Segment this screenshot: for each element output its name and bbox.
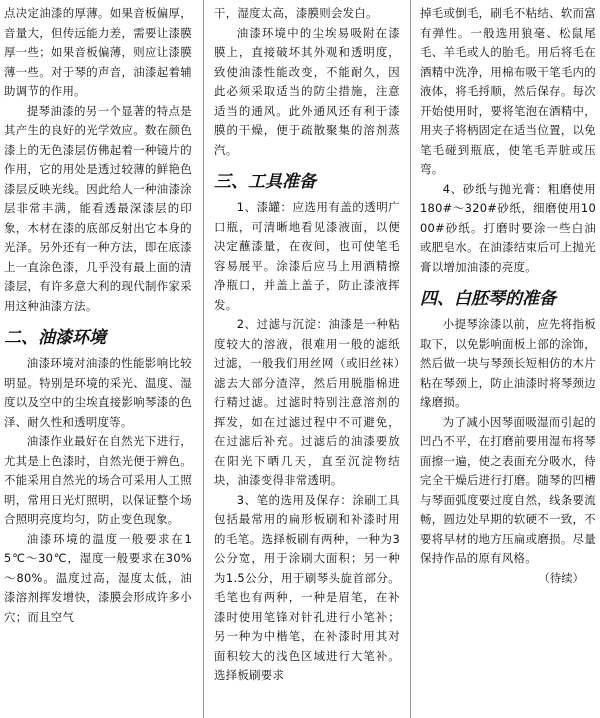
paragraph: 提琴油漆的另一个显著的特点是其产生的良好的光学效应。数在颜色漆上的无色漆层仿佛起着一种镜片的作用，它的用处是透过较薄的鲜艳色漆层反映光线。因此给人一种油漆涂层非常丰满，能看透最深漆层的印象，木材在漆的底部反射出它本身的光泽。另外还有一种方法，即在底漆上一直涂色漆，几乎没有最上面的清漆层，有许多意大利的现代制作家采用这种油漆方法。 bbox=[4, 103, 192, 313]
paragraph: 油漆环境的温度一般要求在15℃～30℃，湿度一般要求在30%～80%。温度过高，湿度太低，油漆溶剂挥发增快，漆膜会形成许多小穴；而且空气 bbox=[4, 531, 192, 624]
paragraph: 油漆环境中的尘埃易吸附在漆膜上，直接破坏其外观和透明度，致使油漆性能改变，不能耐久，因此必须采取适当的防尘措施，注意适当的通风。此外通风还有利于漆膜的干燥，便于疏散聚集的溶剂蒸汽。 bbox=[214, 25, 400, 157]
section-heading: 四、白胚琴的准备 bbox=[420, 289, 556, 309]
text-column-3 bbox=[420, 4, 596, 716]
paragraph: 油漆作业最好在自然光下进行，尤其是上色漆时，自然光便于辨色。不能采用自然光的场合可采用人工照明，常用日光灯照明，以保证整个场合照明亮度均匀，防止变色现象。 bbox=[4, 434, 192, 526]
paragraph: 点决定油漆的厚薄。如果音板偏厚，音量大，但传远能力差，需要让漆膜厚一些；如果音板偏薄，则应让漆膜薄一些。对于琴的声音，油漆起着辅助调节的作用。 bbox=[4, 6, 192, 98]
column-divider bbox=[410, 0, 411, 718]
section-heading: 三、工具准备 bbox=[214, 172, 316, 192]
paragraph: 为了减小因琴面吸湿而引起的凹凸不平，在打磨前要用湿布将琴面擦一遍，使之表面充分吸水，待完全干燥后进行打磨。随琴的凹槽与琴面弧度要过度自然，线条要流畅，圆边处早期的软硬不一致，不要将早材的地方压扁或磨损。尽量保持作品的原有风格。 bbox=[420, 414, 596, 565]
text-column-2 bbox=[214, 4, 400, 716]
paragraph: 2、过滤与沉淀：油漆是一种粘度较大的溶液，很难用一般的滤纸过滤，一般我们用丝网（或旧丝袜）滤去大部分渣滓，然后用脱脂棉进行精过滤。过滤时特别注意溶剂的挥发，如在过滤过程中不可避免，在过滤后补充。过滤后的油漆要放在阳光下晒几天，直至沉淀物结块，油漆变得非常透明。 bbox=[214, 317, 400, 487]
column-divider bbox=[203, 0, 204, 718]
to-be-continued-note: （待续） bbox=[538, 570, 584, 585]
section-heading: 二、油漆环境 bbox=[4, 328, 106, 348]
paragraph: 掉毛或倒毛，刷毛不粘结、软而富有弹性。一般选用狼毫、松鼠尾毛、羊毛或人的胎毛。用后将毛在酒精中洗净，用棉布吸干笔毛内的液体，将毛捋顺，然后保存。每次开始使用时，要将笔泡在酒精中，用夹子将柄固定在适当位置，以免笔毛碰到瓶底，使笔毛弄脏或压弯。 bbox=[420, 6, 596, 176]
paragraph: 1、漆罐：应选用有盖的透明广口瓶，可清晰地看见漆液面，以便决定蘸漆量，在夜间，也可使笔毛容易展平。涂漆后应马上用酒精擦净瓶口，并盖上盖子，防止漆液挥发。 bbox=[214, 200, 400, 312]
text-column-1 bbox=[4, 4, 192, 716]
paragraph: 4、砂纸与抛光膏：粗磨使用180#～320#砂纸，细磨使用1000#砂纸。打磨时要涂一些白油或肥皂水。在油漆结束后可上抛光膏以增加油漆的亮度。 bbox=[420, 181, 596, 274]
paragraph: 干，湿度太高，漆膜则会发白。 bbox=[214, 6, 378, 20]
paragraph: 小提琴涂漆以前，应先将指板取下，以免影响面板上部的涂饰，然后做一块与琴颈长短相仿的木片粘在琴颈上，防止油漆时将琴颈边缘磨损。 bbox=[420, 317, 596, 409]
paragraph: 3、笔的选用及保存：涂刷工具包括最常用的扁形板刷和补漆时用的毛笔。选择板刷有两种，一种为3公分宽，用于涂刷大面积；另一种为1.5公分，用于刷琴头旋首部分。毛笔也有两种，一种是眉笔，在补漆时使用笔锋对针孔进行小笔补；另一种为中楷笔，在补漆时用其对面积较大的浅色区域进行大笔补。选择板刷要求 bbox=[214, 492, 400, 682]
paragraph: 油漆环境对油漆的性能影响比较明显。特别是环境的采光、温度、湿度以及空中的尘埃直接影响琴漆的色泽、耐久性和透明度等。 bbox=[4, 356, 192, 429]
